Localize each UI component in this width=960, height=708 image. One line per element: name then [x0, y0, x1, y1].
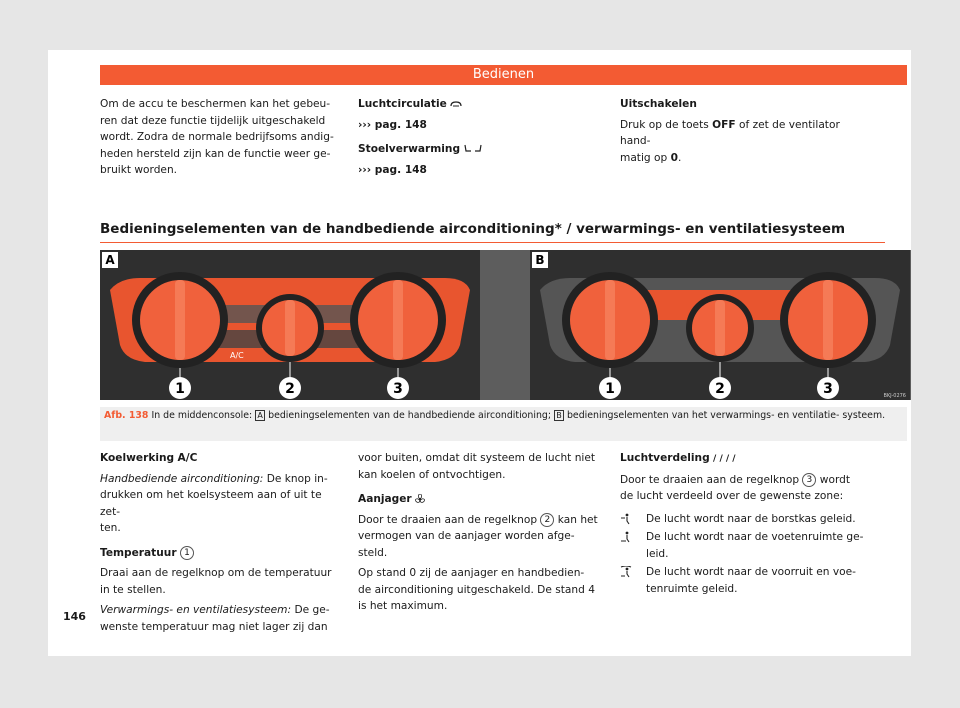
body-column-1 — [100, 450, 340, 635]
off-button-symbol: OFF — [712, 118, 736, 131]
text-span: De lucht wordt naar de voetenruimte ge- — [646, 531, 864, 543]
figure-code: BKJ-0276 — [883, 393, 906, 399]
panel-b-letter: B — [532, 252, 548, 268]
text-span: De lucht wordt naar de borstkas geleid. — [646, 512, 856, 525]
fan-text — [358, 512, 603, 529]
distribution-item-chest — [620, 511, 870, 528]
text-span: systeem. — [842, 410, 886, 421]
text-span: Druk op de toets — [620, 118, 709, 131]
seat-heating-title: Stoelverwarming — [358, 143, 461, 155]
callout-2: 2 — [715, 381, 725, 397]
temperature-heading — [100, 545, 340, 562]
caption-box-a: A — [255, 410, 265, 421]
text-span: Op stand 0 zij de aanjager en handbedien- — [358, 567, 585, 579]
callout-ref-3: 3 — [802, 473, 816, 487]
text-span: ten. — [100, 522, 121, 534]
fan-title: Aanjager — [358, 493, 412, 505]
ac-button-label: A/C — [230, 351, 244, 360]
switch-off-column — [620, 96, 870, 166]
callout-1: 1 — [605, 381, 615, 397]
recirc-page-ref[interactable]: ››› pag. 148 — [358, 118, 427, 131]
text-span: De knop in- — [266, 472, 328, 485]
cooling-heading — [100, 450, 340, 467]
callout-ref-2: 2 — [540, 513, 554, 527]
switch-off-line1 — [620, 117, 870, 150]
text-span: tenruimte geleid. — [646, 582, 738, 595]
figure-number: Afb. 138 — [104, 410, 149, 421]
feet-air-icon — [620, 531, 632, 543]
page-header: Bedienen — [100, 65, 907, 85]
text-span: is het maximum. — [358, 600, 448, 612]
caption-box-b: B — [554, 410, 564, 421]
distribution-item-feet — [620, 529, 870, 562]
callout-ref-1: 1 — [180, 546, 194, 560]
intro-line: Om de accu te beschermen kan het gebeu- — [100, 98, 331, 110]
callout-1: 1 — [175, 381, 185, 397]
figure-caption — [100, 407, 907, 441]
distribution-heading — [620, 450, 870, 468]
recirc-heading — [358, 96, 598, 113]
panel-b-illustration — [530, 250, 910, 400]
zero-symbol: 0 — [670, 151, 678, 164]
callout-3: 3 — [393, 381, 403, 397]
chest-air-icon — [620, 513, 632, 525]
page-number: 146 — [63, 610, 86, 623]
text-span: In de middenconsole: — [151, 410, 253, 421]
recirc-title: Luchtcirculatie — [358, 98, 447, 110]
intro-line: bruikt worden. — [100, 164, 178, 176]
panel-a-illustration — [100, 250, 480, 400]
text-span: de lucht verdeeld over de gewenste zone: — [620, 490, 844, 502]
text-span: kan koelen of ontvochtigen. — [358, 468, 506, 481]
seat-page-ref[interactable]: ››› pag. 148 — [358, 163, 427, 176]
text-span: kan het — [557, 513, 598, 526]
intro-line: ren dat deze functie tijdelijk uitgeschakeld — [100, 114, 326, 127]
intro-line: wordt. Zodra de normale bedrijfsoms andig- — [100, 131, 334, 143]
text-span: voor buiten, omdat dit systeem de lucht niet — [358, 452, 596, 464]
text-span: Draai aan de regelknop om de temperatuur — [100, 567, 332, 579]
text-span: drukken om het koelsysteem aan of uit te zet- — [100, 489, 322, 518]
vent-text — [100, 602, 340, 619]
text-span: in te stellen. — [100, 583, 166, 596]
seat-heating-icon — [463, 144, 483, 154]
text-span: leid. — [646, 547, 669, 560]
distribution-icons: / / / / — [713, 454, 736, 464]
reference-column — [358, 96, 598, 178]
text-span: De ge- — [294, 604, 330, 616]
text-span: bedieningselementen van de handbediende airconditioning; — [268, 410, 552, 421]
text-span: Door te draaien aan de regelknop — [620, 473, 800, 486]
fan-heading — [358, 491, 603, 508]
text-span: matig op — [620, 151, 668, 164]
callout-2: 2 — [285, 381, 295, 397]
distribution-item-windshield — [620, 564, 870, 597]
text-span: bedieningselementen van het verwarmings- en ventilatie- — [566, 410, 840, 421]
panel-a-letter: A — [102, 252, 118, 268]
distribution-intro — [620, 472, 870, 489]
text-span: wordt — [819, 473, 850, 486]
distribution-title: Luchtverdeling — [620, 452, 710, 464]
text-span: wenste temperatuur mag niet lager zij dan — [100, 620, 328, 633]
temperature-title: Temperatuur — [100, 546, 177, 559]
section-title: Bedieningselementen van de handbediende airconditioning* / verwarmings- en ventilatiesysteem — [100, 220, 885, 243]
cooling-title: Koelwerking — [100, 452, 175, 464]
panel-b — [530, 250, 910, 400]
body-column-3 — [620, 450, 870, 597]
text-span: vermogen van de aanjager worden afge- — [358, 530, 575, 542]
switch-off-title: Uitschakelen — [620, 98, 697, 110]
body-column-2 — [358, 450, 603, 615]
recirculation-icon — [450, 100, 462, 108]
intro-column — [100, 96, 340, 179]
windshield-air-icon — [620, 566, 632, 578]
figure-138 — [100, 250, 911, 400]
seat-heading — [358, 141, 598, 158]
text-span: Handbediende airconditioning: — [100, 472, 264, 485]
callout-3: 3 — [823, 381, 833, 397]
ac-symbol: A/C — [177, 452, 198, 464]
text-span: of zet de ventilator hand- — [620, 118, 840, 147]
manual-page — [48, 50, 911, 656]
text-span: Verwarmings- en ventilatiesysteem: — [100, 604, 292, 616]
text-span: De lucht wordt naar de voorruit en voe- — [646, 566, 856, 578]
text-span: steld. — [358, 546, 388, 559]
switch-off-line2 — [620, 150, 870, 167]
fan-icon — [415, 494, 425, 504]
panel-a — [100, 250, 480, 400]
text-span: . — [677, 151, 682, 164]
text-span: Door te draaien aan de regelknop — [358, 513, 538, 526]
intro-line: heden hersteld zijn kan de functie weer ge- — [100, 147, 331, 160]
cooling-text — [100, 471, 340, 488]
text-span: de airconditioning uitgeschakeld. De stand 4 — [358, 583, 595, 596]
